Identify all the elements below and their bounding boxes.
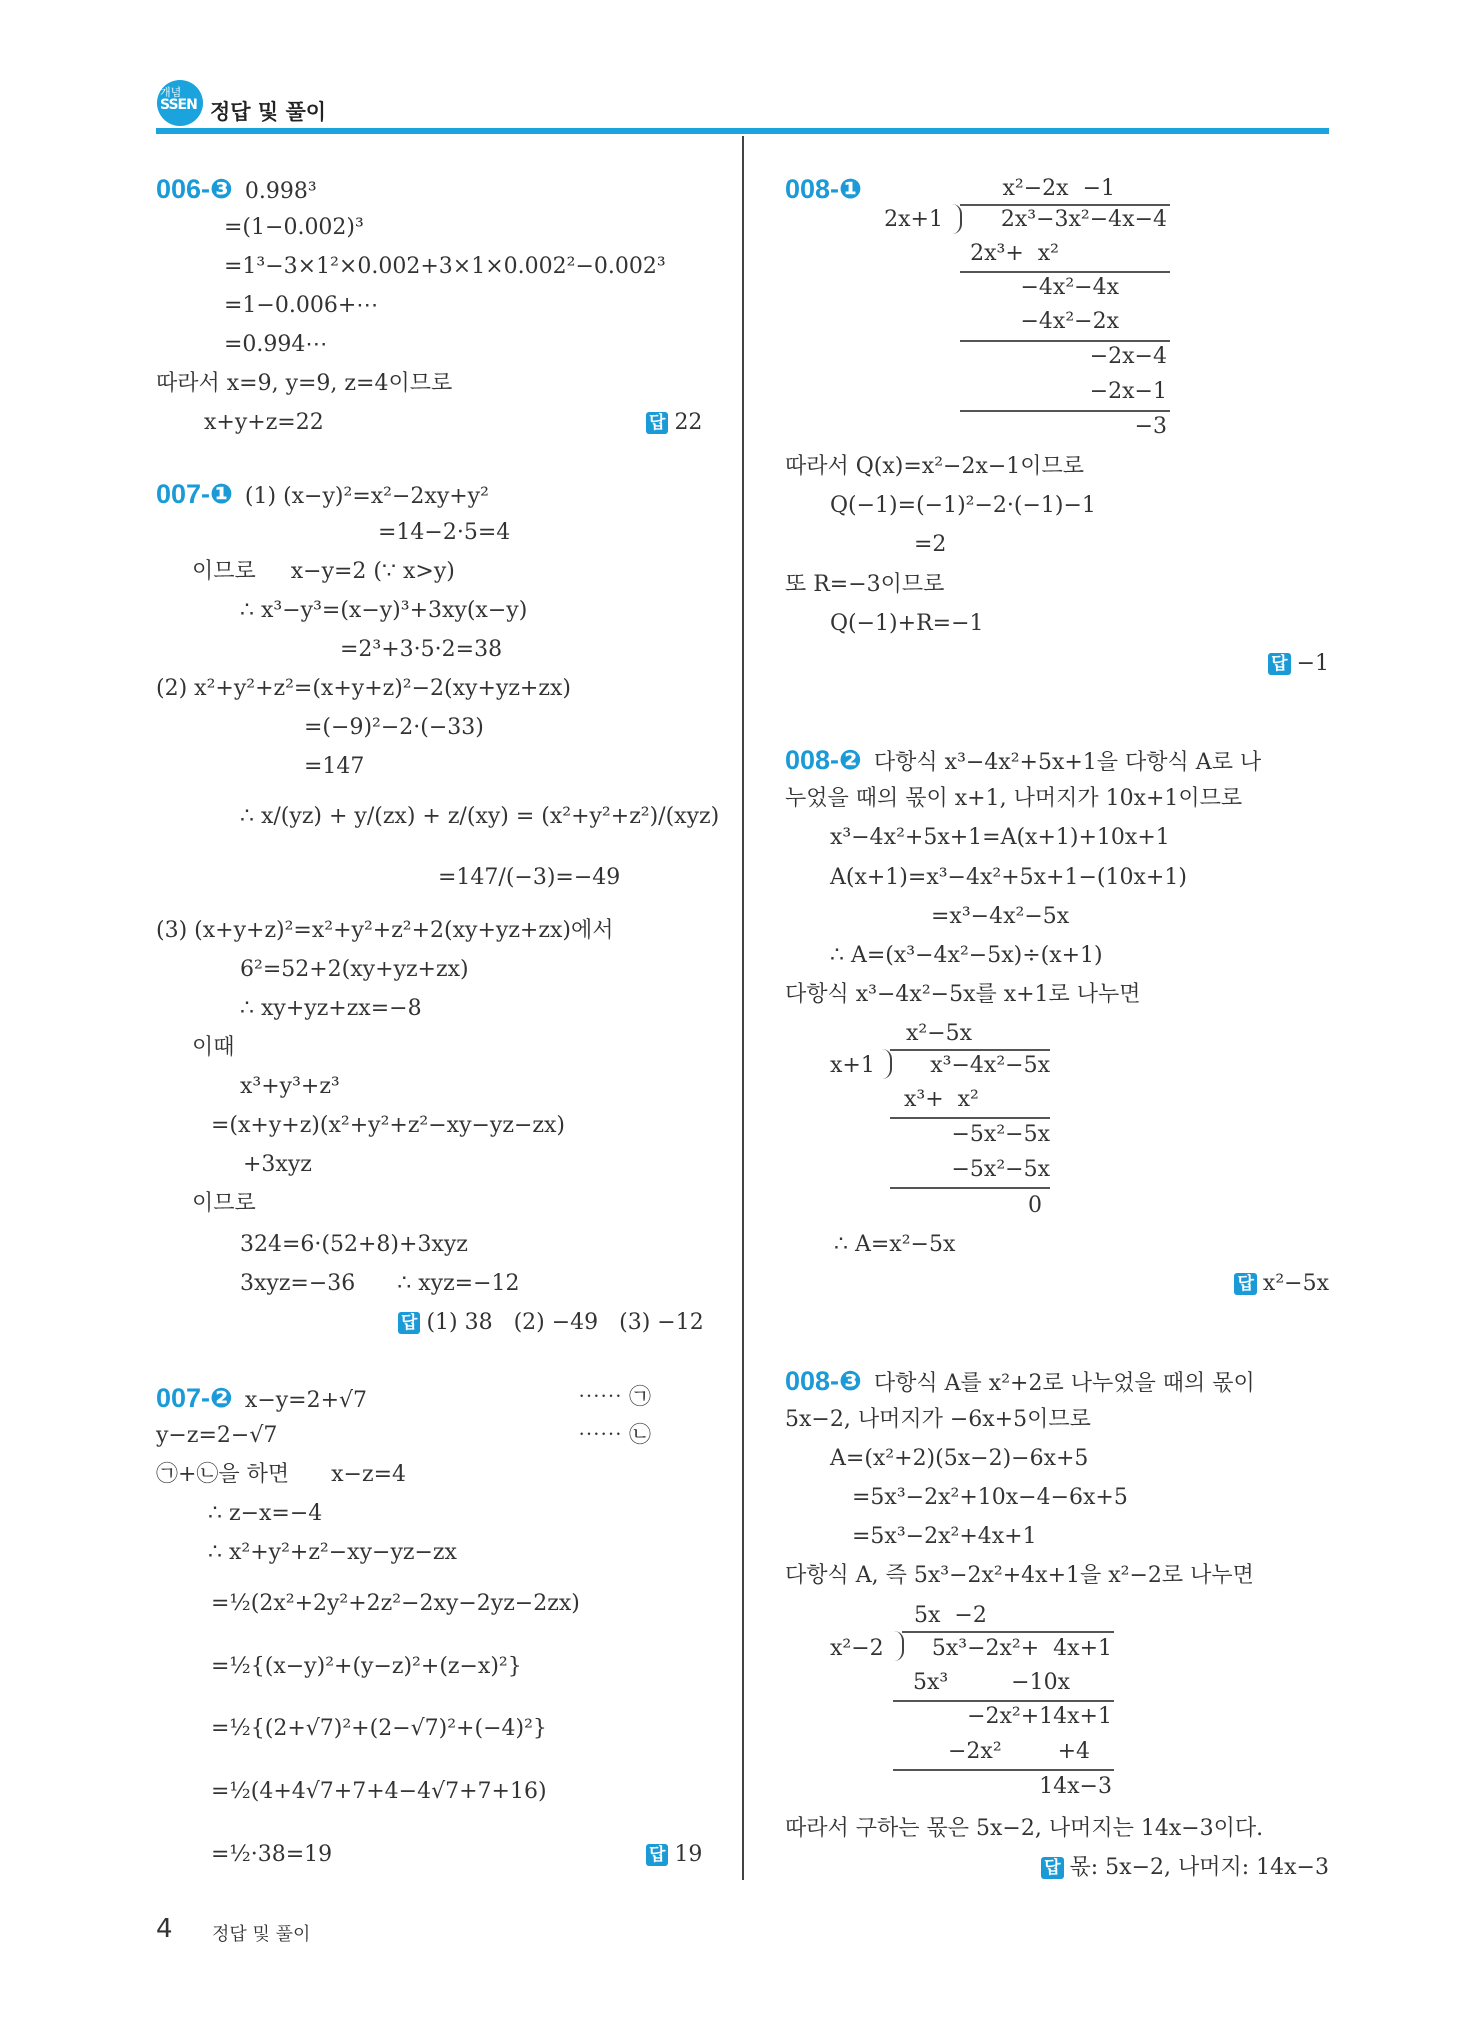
division-row: −2x² +4 (948, 1739, 1091, 1764)
column-divider (742, 136, 744, 1880)
division-rule (960, 340, 1170, 342)
answer (1268, 650, 1329, 678)
division-bracket (948, 204, 962, 234)
problem-label: 007-❶ (156, 479, 233, 509)
division-row: −2x²+14x+1 (967, 1704, 1112, 1729)
math-line: +3xyz (243, 1152, 312, 1177)
math-line: =2 (914, 532, 947, 557)
math-line: ∴ A=(x³−4x²−5x)÷(x+1) (830, 943, 1103, 968)
division-dividend: x³−4x²−5x (930, 1053, 1050, 1078)
math-line: y−z=2−√7 (156, 1423, 278, 1448)
division-rule (890, 1049, 1050, 1051)
math-line: =0.994⋯ (224, 332, 328, 357)
math-line: 따라서 구하는 몫은 5x−2, 나머지는 14x−3이다. (785, 1816, 1264, 1841)
division-divisor: 2x+1 (884, 207, 943, 232)
math-line: 다항식 x³−4x²+5x+1을 다항식 A로 나 (873, 750, 1262, 775)
answer (646, 409, 702, 437)
answer-value: x²−5x (1262, 1271, 1329, 1296)
math-line: =(x+y+z)(x²+y²+z²−xy−yz−zx) (211, 1113, 565, 1138)
math-line: =1−0.006+⋯ (224, 293, 379, 318)
math-line: A(x+1)=x³−4x²+5x+1−(10x+1) (830, 865, 1187, 890)
math-line: =14−2·5=4 (378, 520, 511, 545)
answer-badge: 답 (398, 1312, 420, 1334)
division-rule (960, 410, 1170, 412)
division-rule (893, 1769, 1114, 1771)
problem-label: 008-❸ (785, 1366, 862, 1396)
division-divisor: x+1 (830, 1053, 875, 1078)
answer-badge: 답 (1041, 1857, 1063, 1879)
math-line: =(−9)²−2·(−33) (304, 715, 484, 740)
header-title: 정답 및 풀이 (210, 100, 327, 124)
math-line: Q(−1)=(−1)²−2·(−1)−1 (830, 493, 1096, 518)
math-line: 다항식 A를 x²+2로 나누었을 때의 몫이 (873, 1371, 1255, 1396)
answer-value: 19 (674, 1842, 703, 1867)
answer-badge: 답 (646, 412, 668, 434)
math-line: =1³−3×1²×0.002+3×1×0.002²−0.002³ (224, 254, 666, 279)
problem-label: 008-❷ (785, 745, 862, 775)
math-line: ∴ x³−y³=(x−y)³+3xy(x−y) (240, 598, 528, 623)
math-line: =½·38=19 (211, 1842, 333, 1867)
math-line: ∴ z−x=−4 (208, 1501, 323, 1526)
answer-badge: 답 (1268, 653, 1290, 675)
answer-value: −1 (1296, 651, 1329, 676)
problem-008-2-first-line (785, 746, 1261, 777)
math-line: A=(x²+2)(5x−2)−6x+5 (830, 1446, 1089, 1471)
math-line: ∴ A=x²−5x (834, 1232, 956, 1257)
division-quotient: 5x −2 (914, 1603, 987, 1628)
math-line: 따라서 x=9, y=9, z=4이므로 (156, 371, 453, 396)
division-row: −4x²−4x (1020, 275, 1119, 300)
division-row: −4x²−2x (1020, 309, 1119, 334)
division-bracket (880, 1049, 892, 1079)
division-rule (902, 1631, 1114, 1633)
math-line: 누었을 때의 몫이 x+1, 나머지가 10x+1이므로 (785, 786, 1243, 811)
math-line: 다항식 x³−4x²−5x를 x+1로 나누면 (785, 982, 1141, 1007)
math-line: x+y+z=22 (204, 410, 324, 435)
math-line: =x³−4x²−5x (931, 904, 1070, 929)
math-line: =147/(−3)=−49 (438, 865, 621, 890)
division-dividend: 5x³−2x²+ 4x+1 (931, 1636, 1112, 1661)
equation-tag: ⋯⋯ ㉠ (578, 1385, 651, 1410)
answer (398, 1309, 704, 1337)
math-line: 이므로 (192, 1191, 256, 1216)
answer-value: (1) 38 (2) −49 (3) −12 (426, 1310, 704, 1335)
division-divisor: x²−2 (830, 1636, 884, 1661)
answer-value: 몫: 5x−2, 나머지: 14x−3 (1069, 1855, 1329, 1880)
division-row: 0 (1028, 1193, 1042, 1218)
division-row: x³+ x² (904, 1087, 979, 1112)
problem-label (785, 175, 874, 206)
division-rule (890, 1187, 1050, 1189)
math-line: =(1−0.002)³ (224, 215, 364, 240)
math-line: (3) (x+y+z)²=x²+y²+z²+2(xy+yz+zx)에서 (156, 918, 614, 943)
math-line: 3xyz=−36 ∴ xyz=−12 (240, 1271, 520, 1296)
problem-007-2-first-line (156, 1384, 367, 1415)
division-row: −3 (1134, 414, 1167, 439)
problem-label-text: 008-❶ (785, 174, 862, 204)
math-line: x³+y³+z³ (240, 1074, 340, 1099)
division-row: 5x³ −10x (913, 1670, 1070, 1695)
answer (1234, 1270, 1329, 1298)
division-bracket (892, 1631, 904, 1661)
math-line: 이때 (192, 1035, 235, 1060)
problem-008-3-first-line (785, 1367, 1255, 1398)
division-row: −2x−4 (1089, 344, 1167, 369)
math-line: 5x−2, 나머지가 −6x+5이므로 (785, 1407, 1091, 1432)
header-rule (156, 128, 1329, 134)
math-line: =147 (304, 754, 365, 779)
division-dividend: 2x³−3x²−4x−4 (1000, 207, 1167, 232)
logo-top-text: 개념 (160, 86, 182, 99)
math-line: Q(−1)+R=−1 (830, 611, 984, 636)
math-line: =½{(x−y)²+(y−z)²+(z−x)²} (211, 1654, 522, 1679)
math-line: 0.998³ (244, 179, 317, 204)
math-line: 또 R=−3이므로 (785, 572, 945, 597)
division-rule (960, 271, 1170, 273)
problem-006-3-first-line (156, 175, 317, 206)
answer-badge: 답 (1234, 1273, 1256, 1295)
logo-bottom-text: SSEN (160, 97, 197, 113)
math-line: x−y=2+√7 (244, 1388, 368, 1413)
answer (646, 1841, 702, 1869)
math-line: =½(4+4√7+7+4−4√7+7+16) (211, 1779, 547, 1804)
problem-label: 006-❸ (156, 174, 233, 204)
problem-007-1-first-line (156, 480, 489, 511)
brand-logo (157, 80, 203, 126)
division-row: 2x³+ x² (970, 241, 1059, 266)
math-line: =2³+3·5·2=38 (340, 637, 503, 662)
division-row: −2x−1 (1089, 379, 1167, 404)
math-line: ∴ x²+y²+z²−xy−yz−zx (208, 1540, 457, 1565)
footer-title: 정답 및 풀이 (212, 1924, 311, 1945)
math-line: ㉠+㉡을 하면 x−z=4 (156, 1462, 407, 1487)
division-rule (893, 1700, 1114, 1702)
problem-label: 007-❷ (156, 1383, 233, 1413)
math-line: ∴ x/(yz) + y/(zx) + z/(xy) = (x²+y²+z²)/(xyz) (240, 804, 720, 829)
division-row: −5x²−5x (951, 1157, 1050, 1182)
math-line: ∴ xy+yz+zx=−8 (240, 996, 422, 1021)
math-line: (2) x²+y²+z²=(x+y+z)²−2(xy+yz+zx) (156, 676, 571, 701)
division-row: −5x²−5x (951, 1122, 1050, 1147)
division-quotient: x²−2x −1 (1002, 176, 1115, 201)
math-line: =½{(2+√7)²+(2−√7)²+(−4)²} (211, 1716, 547, 1741)
math-line: 324=6·(52+8)+3xyz (240, 1232, 468, 1257)
division-quotient: x²−5x (906, 1021, 973, 1046)
division-rule (890, 1117, 1050, 1119)
math-line: x³−4x²+5x+1=A(x+1)+10x+1 (830, 825, 1170, 850)
math-line: 따라서 Q(x)=x²−2x−1이므로 (785, 454, 1085, 479)
math-line: =5x³−2x²+10x−4−6x+5 (852, 1485, 1128, 1510)
division-row: 14x−3 (1039, 1774, 1112, 1799)
math-line: 6²=52+2(xy+yz+zx) (240, 957, 469, 982)
page-number: 4 (156, 1914, 173, 1944)
math-line: =5x³−2x²+4x+1 (852, 1524, 1037, 1549)
equation-tag: ⋯⋯ ㉡ (578, 1423, 651, 1448)
math-line: 다항식 A, 즉 5x³−2x²+4x+1을 x²−2로 나누면 (785, 1563, 1254, 1588)
answer-value: 22 (674, 410, 703, 435)
math-line: (1) (x−y)²=x²−2xy+y² (244, 484, 489, 509)
answer (1041, 1854, 1329, 1882)
math-line: =½(2x²+2y²+2z²−2xy−2yz−2zx) (211, 1591, 580, 1616)
math-line: 이므로 x−y=2 (∵ x>y) (192, 559, 455, 584)
answer-badge: 답 (646, 1844, 668, 1866)
